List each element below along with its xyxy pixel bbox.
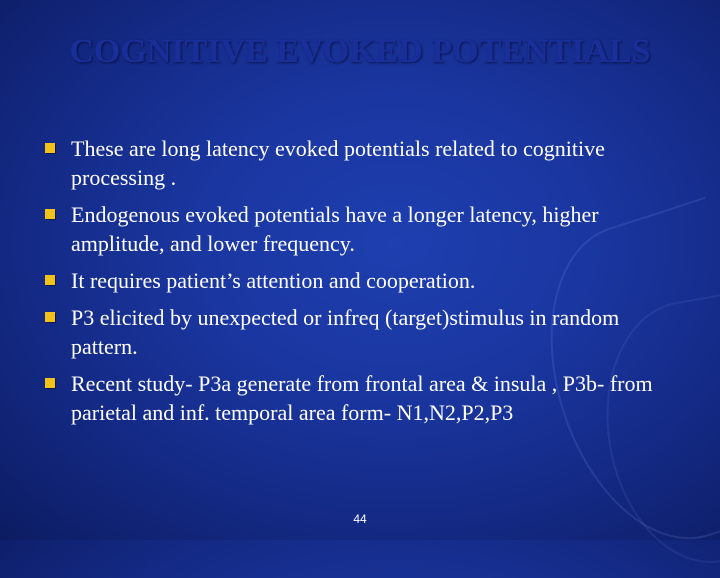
bullet-item xyxy=(40,134,690,192)
page-number: 44 xyxy=(353,512,367,526)
bullet-text: It requires patient’s attention and cooperation. xyxy=(71,268,476,293)
slide-title: COGNITIVE EVOKED POTENTIALS xyxy=(69,33,651,70)
bullet-text: Endogenous evoked potentials have a longer latency, higher amplitude, and lower frequency. xyxy=(71,202,599,256)
square-bullet-icon xyxy=(45,143,55,153)
square-bullet-icon xyxy=(45,275,55,285)
square-bullet-icon xyxy=(45,209,55,219)
bullet-item xyxy=(40,200,690,258)
bullet-list xyxy=(40,134,690,435)
bullet-text: P3 elicited by unexpected or infreq (target)stimulus in random pattern. xyxy=(71,305,620,359)
bullet-item xyxy=(40,303,690,361)
square-bullet-icon xyxy=(45,378,55,388)
bullet-text: These are long latency evoked potentials related to cognitive processing . xyxy=(71,136,605,190)
bullet-item xyxy=(40,369,690,427)
square-bullet-icon xyxy=(45,312,55,322)
bullet-text: Recent study- P3a generate from frontal area & insula , P3b- from parietal and inf. temporal area form- N1,N2,P2,P3 xyxy=(71,371,653,425)
bullet-item xyxy=(40,266,690,295)
